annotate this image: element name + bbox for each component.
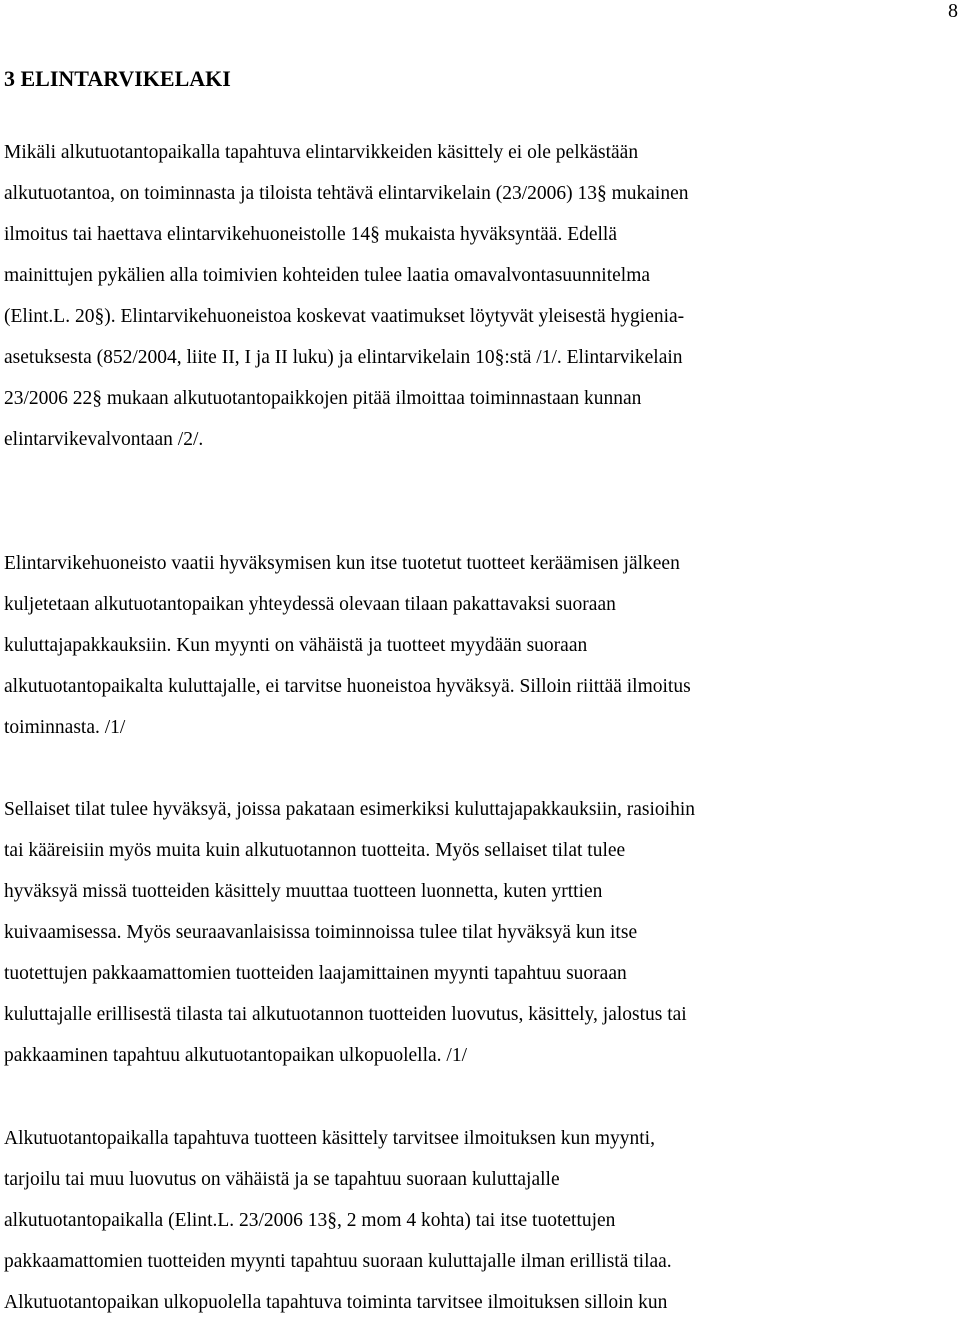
paragraph-2 <box>4 543 952 748</box>
text-line: tarjoilu tai muu luovutus on vähäistä ja se tapahtuu suoraan kuluttajalle <box>4 1169 560 1190</box>
text-line: kuljetetaan alkutuotantopaikan yhteydessä olevaan tilaan pakattavaksi suoraan <box>4 594 616 615</box>
text-line: pakkaaminen tapahtuu alkutuotantopaikan ulkopuolella. /1/ <box>4 1045 468 1066</box>
text-line: kuluttajapakkauksiin. Kun myynti on vähäistä ja tuotteet myydään suoraan <box>4 635 588 656</box>
chapter-title: 3 ELINTARVIKELAKI <box>4 66 231 91</box>
text-line: alkutuotantopaikalla (Elint.L. 23/2006 13§, 2 mom 4 kohta) tai itse tuotettujen <box>4 1210 616 1231</box>
text-line: mainittujen pykälien alla toimivien kohteiden tulee laatia omavalvontasuunnitelma <box>4 265 651 286</box>
text-line: asetuksesta (852/2004, liite II, I ja II luku) ja elintarvikelain 10§:stä /1/. Elintarvikelain <box>4 347 683 368</box>
text-line: alkutuotantoa, on toiminnasta ja tiloista tehtävä elintarvikelain (23/2006) 13§ mukainen <box>4 183 689 204</box>
text-line: hyväksyä missä tuotteiden käsittely muuttaa tuotteen luonnetta, kuten yrttien <box>4 881 603 902</box>
page-number: 8 <box>948 0 958 22</box>
text-line: ilmoitus tai haettava elintarvikehuoneistolle 14§ mukaista hyväksyntää. Edellä <box>4 224 618 245</box>
text-line: elintarvikevalvontaan /2/. <box>4 429 204 450</box>
text-line: 23/2006 22§ mukaan alkutuotantopaikkojen pitää ilmoittaa toiminnastaan kunnan <box>4 388 642 409</box>
text-line: Sellaiset tilat tulee hyväksyä, joissa pakataan esimerkiksi kuluttajapakkauksiin, rasioihin <box>4 799 696 820</box>
text-line: toiminnasta. /1/ <box>4 717 126 738</box>
text-line: (Elint.L. 20§). Elintarvikehuoneistoa koskevat vaatimukset löytyvät yleisestä hygienia- <box>4 306 685 327</box>
paragraph-1 <box>4 132 952 460</box>
text-line: pakkaamattomien tuotteiden myynti tapahtuu suoraan kuluttajalle ilman erillistä tilaa. <box>4 1251 672 1272</box>
text-line: Elintarvikehuoneisto vaatii hyväksymisen kun itse tuotetut tuotteet keräämisen jälkeen <box>4 553 680 574</box>
text-line: kuivaamisessa. Myös seuraavanlaisissa toiminnoissa tulee tilat hyväksyä kun itse <box>4 922 638 943</box>
paragraph-3 <box>4 789 952 1076</box>
text-line: alkutuotantopaikalta kuluttajalle, ei tarvitse huoneistoa hyväksyä. Silloin riittää ilmoitus <box>4 676 691 697</box>
text-line: tuotettujen pakkaamattomien tuotteiden laajamittainen myynti tapahtuu suoraan <box>4 963 627 984</box>
text-line: kuluttajalle erillisestä tilasta tai alkutuotannon tuotteiden luovutus, käsittely, jalostus tai <box>4 1004 687 1025</box>
text-line: Mikäli alkutuotantopaikalla tapahtuva elintarvikkeiden käsittely ei ole pelkästään <box>4 142 639 163</box>
text-line: Alkutuotantopaikalla tapahtuva tuotteen käsittely tarvitsee ilmoituksen kun myynti, <box>4 1128 655 1149</box>
text-line: Alkutuotantopaikan ulkopuolella tapahtuva toiminta tarvitsee ilmoituksen silloin kun <box>4 1292 668 1313</box>
paragraph-4 <box>4 1118 952 1323</box>
text-line: tai kääreisiin myös muita kuin alkutuotannon tuotteita. Myös sellaiset tilat tulee <box>4 840 626 861</box>
